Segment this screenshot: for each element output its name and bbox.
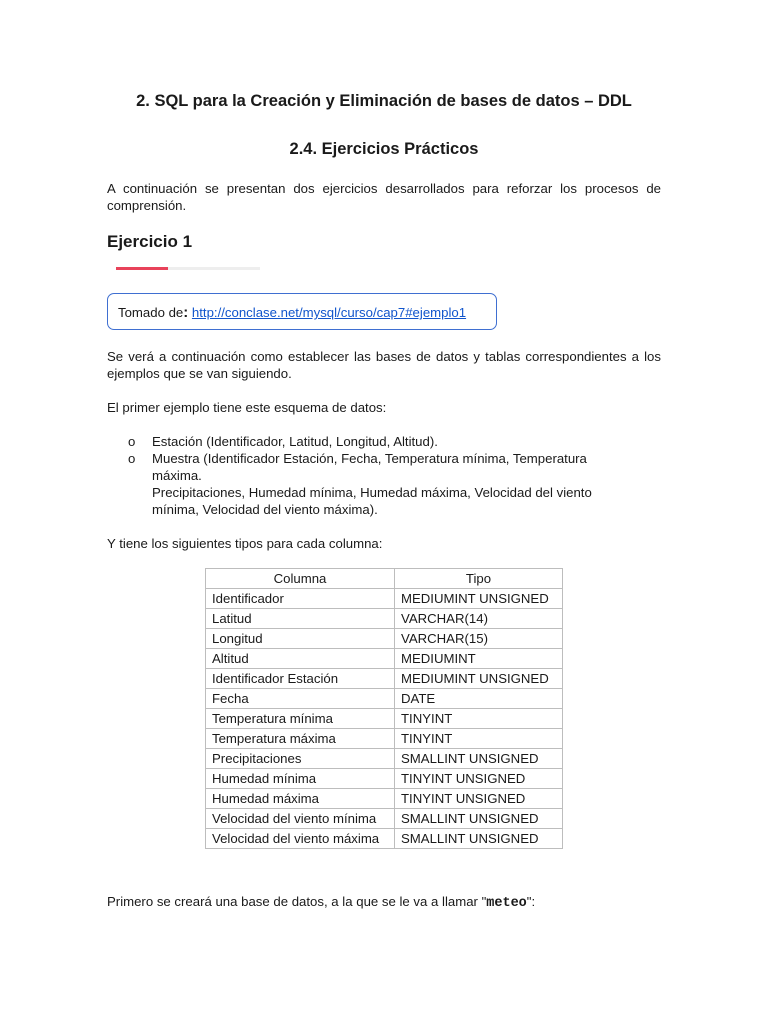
table-cell: Longitud bbox=[206, 629, 395, 649]
column-header: Tipo bbox=[395, 569, 563, 589]
table-cell: Latitud bbox=[206, 609, 395, 629]
table-cell: MEDIUMINT UNSIGNED bbox=[395, 589, 563, 609]
table-cell: Fecha bbox=[206, 689, 395, 709]
list-item bbox=[128, 450, 648, 518]
schema-list bbox=[128, 433, 648, 518]
exercise-title: Ejercicio 1 bbox=[107, 232, 193, 251]
table-row bbox=[206, 589, 563, 609]
closing-text-before: Primero se creará una base de datos, a la que se le va a llamar " bbox=[107, 894, 487, 909]
table-cell: VARCHAR(15) bbox=[395, 629, 563, 649]
intro-paragraph: A continuación se presentan dos ejercicios desarrollados para reforzar los procesos de comprensión. bbox=[107, 181, 661, 213]
database-name-code: meteo bbox=[486, 896, 527, 911]
paragraph-types-intro: Y tiene los siguientes tipos para cada columna: bbox=[107, 536, 383, 551]
table-row bbox=[206, 809, 563, 829]
list-item-continuation: Precipitaciones, Humedad mínima, Humedad máxima, Velocidad del viento mínima, Velocidad del viento máxima). bbox=[152, 485, 592, 517]
table-header-row bbox=[206, 569, 563, 589]
table-cell: Humedad máxima bbox=[206, 789, 395, 809]
table-row bbox=[206, 649, 563, 669]
table-cell: Velocidad del viento mínima bbox=[206, 809, 395, 829]
list-item-text: Muestra (Identificador Estación, Fecha, Temperatura mínima, Temperatura máxima. bbox=[152, 451, 587, 483]
table-cell: MEDIUMINT UNSIGNED bbox=[395, 669, 563, 689]
source-colon: : bbox=[183, 304, 189, 321]
bullet-marker: o bbox=[128, 451, 136, 466]
table-cell: Temperatura máxima bbox=[206, 729, 395, 749]
table-row bbox=[206, 749, 563, 769]
list-item-text: Estación (Identificador, Latitud, Longitud, Altitud). bbox=[152, 434, 438, 449]
table-row bbox=[206, 709, 563, 729]
page-title: 2. SQL para la Creación y Eliminación de bases de datos – DDL bbox=[136, 92, 632, 110]
table-row bbox=[206, 789, 563, 809]
table-cell: Precipitaciones bbox=[206, 749, 395, 769]
table-cell: MEDIUMINT bbox=[395, 649, 563, 669]
table-cell: SMALLINT UNSIGNED bbox=[395, 809, 563, 829]
table-row bbox=[206, 829, 563, 849]
column-types-table bbox=[205, 568, 563, 849]
table-cell: Identificador Estación bbox=[206, 669, 395, 689]
table-row bbox=[206, 729, 563, 749]
table-cell: DATE bbox=[395, 689, 563, 709]
table-cell: TINYINT bbox=[395, 709, 563, 729]
table-row bbox=[206, 669, 563, 689]
table-cell: Temperatura mínima bbox=[206, 709, 395, 729]
table-cell: TINYINT UNSIGNED bbox=[395, 769, 563, 789]
table-cell: TINYINT UNSIGNED bbox=[395, 789, 563, 809]
title-underline-accent bbox=[116, 267, 168, 270]
table-cell: Velocidad del viento máxima bbox=[206, 829, 395, 849]
table-cell: VARCHAR(14) bbox=[395, 609, 563, 629]
bullet-marker: o bbox=[128, 434, 136, 449]
closing-paragraph bbox=[107, 893, 661, 912]
table-cell: Altitud bbox=[206, 649, 395, 669]
table-cell: Identificador bbox=[206, 589, 395, 609]
paragraph-first-example: El primer ejemplo tiene este esquema de datos: bbox=[107, 400, 387, 415]
source-link[interactable]: http://conclase.net/mysql/curso/cap7#ejemplo1 bbox=[191, 305, 467, 320]
table-cell: Humedad mínima bbox=[206, 769, 395, 789]
table-cell: SMALLINT UNSIGNED bbox=[395, 829, 563, 849]
source-callout bbox=[107, 293, 497, 330]
closing-text-after: ": bbox=[526, 894, 536, 909]
column-header: Columna bbox=[206, 569, 395, 589]
paragraph-schema-intro: Se verá a continuación como establecer las bases de datos y tablas correspondientes a los ejemplos que se van siguiendo. bbox=[107, 349, 661, 381]
table-cell: TINYINT bbox=[395, 729, 563, 749]
table-row bbox=[206, 689, 563, 709]
table-row bbox=[206, 629, 563, 649]
table-cell: SMALLINT UNSIGNED bbox=[395, 749, 563, 769]
section-subtitle: 2.4. Ejercicios Prácticos bbox=[289, 140, 479, 158]
list-item bbox=[128, 433, 648, 450]
table-row bbox=[206, 769, 563, 789]
table-row bbox=[206, 609, 563, 629]
source-prefix: Tomado de bbox=[118, 305, 184, 320]
